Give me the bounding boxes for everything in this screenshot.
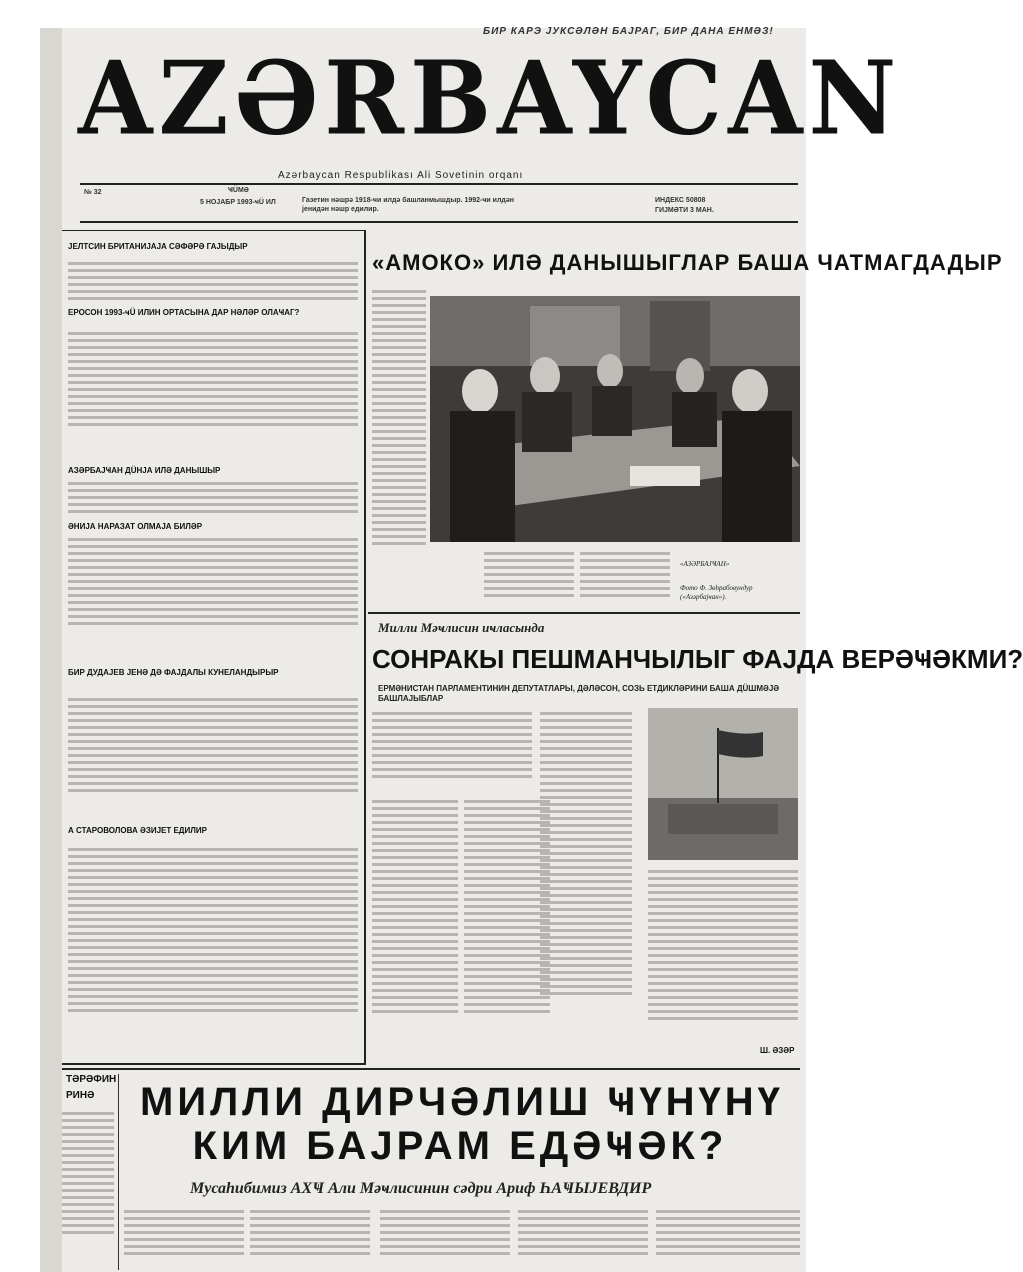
left-article-3	[68, 478, 358, 520]
parliament-photo	[648, 708, 798, 860]
second-kicker: Милли Мəҹлисин иҹласында	[378, 620, 545, 635]
bottom-col-5	[656, 1206, 800, 1270]
bottom-col-4	[518, 1206, 648, 1270]
photo-credit: Фото Ф. Зөһрабовундур («Азəрбајҹан»).	[680, 584, 753, 601]
page-fold	[40, 28, 62, 1272]
bottom-rubric-2: РИНƏ	[66, 1090, 95, 1101]
second-col-2	[464, 796, 550, 1068]
bottom-col-1	[124, 1206, 244, 1270]
left-article-1	[68, 258, 358, 308]
index-number: ИНДЕКС 50808	[655, 197, 706, 204]
lead-bottom-rule	[368, 612, 800, 614]
bottom-headline-line-1: МИЛЛИ ДИРЧƏЛИШ ҸҮНҮНҮ	[140, 1080, 784, 1124]
bottom-col-2	[250, 1206, 370, 1270]
founded-note: Газетин нəшрə 1918-ҹи илдə башланмышдыр. 1992-ҹи илдəн јенидəн нəшр едилир.	[302, 197, 514, 213]
left-headline-4: ƏНИЈА НАРАЗАТ ОЛМАЈА БИЛƏР	[68, 522, 203, 531]
bottom-left-col	[62, 1108, 114, 1268]
price: ГИЈМƏТИ 3 МАН.	[655, 207, 714, 214]
lead-article-col-3	[580, 548, 670, 608]
bottom-subtitle: Мусаһибимиз АХҸ Али Мəҹлисинин сəдри Ариф ҺАҸЫЈЕВДИР	[190, 1180, 652, 1197]
second-col-4	[648, 866, 798, 1062]
masthead-motto: БИР КАРЭ ЈУКСƏЛƏН БАЈРАГ, БИР ДАНА ЕНМƏЗ!	[483, 26, 774, 37]
newspaper-title: AZƏRBAYCAN	[78, 39, 903, 158]
issue-number: № 32	[84, 189, 102, 196]
left-headline-5: БИР ДУДАЈЕВ ЈЕНƏ ДƏ ФАЈДАЛЫ КУНЕЛАНДЫРЫР	[68, 668, 279, 677]
bottom-headline-line-2: КИМ БАЈРАМ ЕДƏҸƏК?	[192, 1124, 728, 1168]
meeting-photo-image	[430, 296, 800, 542]
left-article-5	[68, 694, 358, 816]
bottom-rubric: ТƏРƏФИН	[66, 1074, 117, 1085]
left-article-2	[68, 328, 358, 448]
masthead-rule	[80, 183, 798, 185]
second-subhead: ЕРМƏНИСТАН ПАРЛАМЕНТИНИН ДЕПУТАТЛАРЫ, ДƏЛƏСОН, СОЗЬ ЕТДИКЛƏРИНИ БАША ДÜШМƏЈƏ БАШЛАЈЫБЛАР	[378, 684, 780, 703]
lead-headline: «АМОКО» ИЛƏ ДАНЫШЫГЛАР БАША ЧАТМАГДАДЫР	[372, 250, 1003, 275]
issue-date: 5 НОЈАБР 1993-ҹÜ ИЛ	[200, 199, 276, 206]
left-headline-2: ЕРОСОН 1993-ҹÜ ИЛИН ОРТАСЫНА ДАР НƏЛƏР ОЛАҸАГ?	[68, 308, 300, 317]
second-headline: СОНРАКЫ ПЕШМАНЧЫЛЫГ ФАЈДА ВЕРƏҸƏКМИ?	[372, 644, 1023, 674]
masthead-organ: Azərbaycan Respublikası Ali Sovetinin orqanı	[278, 170, 524, 181]
lead-photo	[430, 296, 800, 542]
header-bottom-rule	[80, 221, 798, 223]
bottom-section-rule	[62, 1068, 800, 1070]
lead-article-col-2	[484, 548, 574, 608]
left-article-6	[68, 844, 358, 1054]
lead-article-col-1	[372, 286, 426, 608]
second-col-3	[540, 708, 632, 1068]
second-byline: Ш. ƏЗƏР	[760, 1046, 795, 1055]
left-headline-6: А СТАРОВОЛОВА ƏЗИЈЕТ ЕДИЛИР	[68, 826, 207, 835]
left-headline-3: АЗƏРБАЈҸАН ДÜНЈА ИЛƏ ДАНЫШЫР	[68, 466, 221, 475]
second-lede	[372, 708, 532, 790]
issue-day: ҸÜMƏ	[228, 187, 249, 194]
spacer	[640, 708, 648, 718]
second-col-1	[372, 796, 458, 1068]
photo-caption-org: «АЗƏРБАЈҸАН»	[680, 560, 730, 568]
flag-photo-image	[648, 708, 798, 860]
left-article-4	[68, 534, 358, 644]
bottom-col-3	[380, 1206, 510, 1270]
left-headline-1: ЈЕЛТСИН БРИТАНИЈАЈА СƏФƏРƏ ГАЈЫДЫР	[68, 242, 248, 251]
bottom-column-rule	[118, 1074, 119, 1270]
